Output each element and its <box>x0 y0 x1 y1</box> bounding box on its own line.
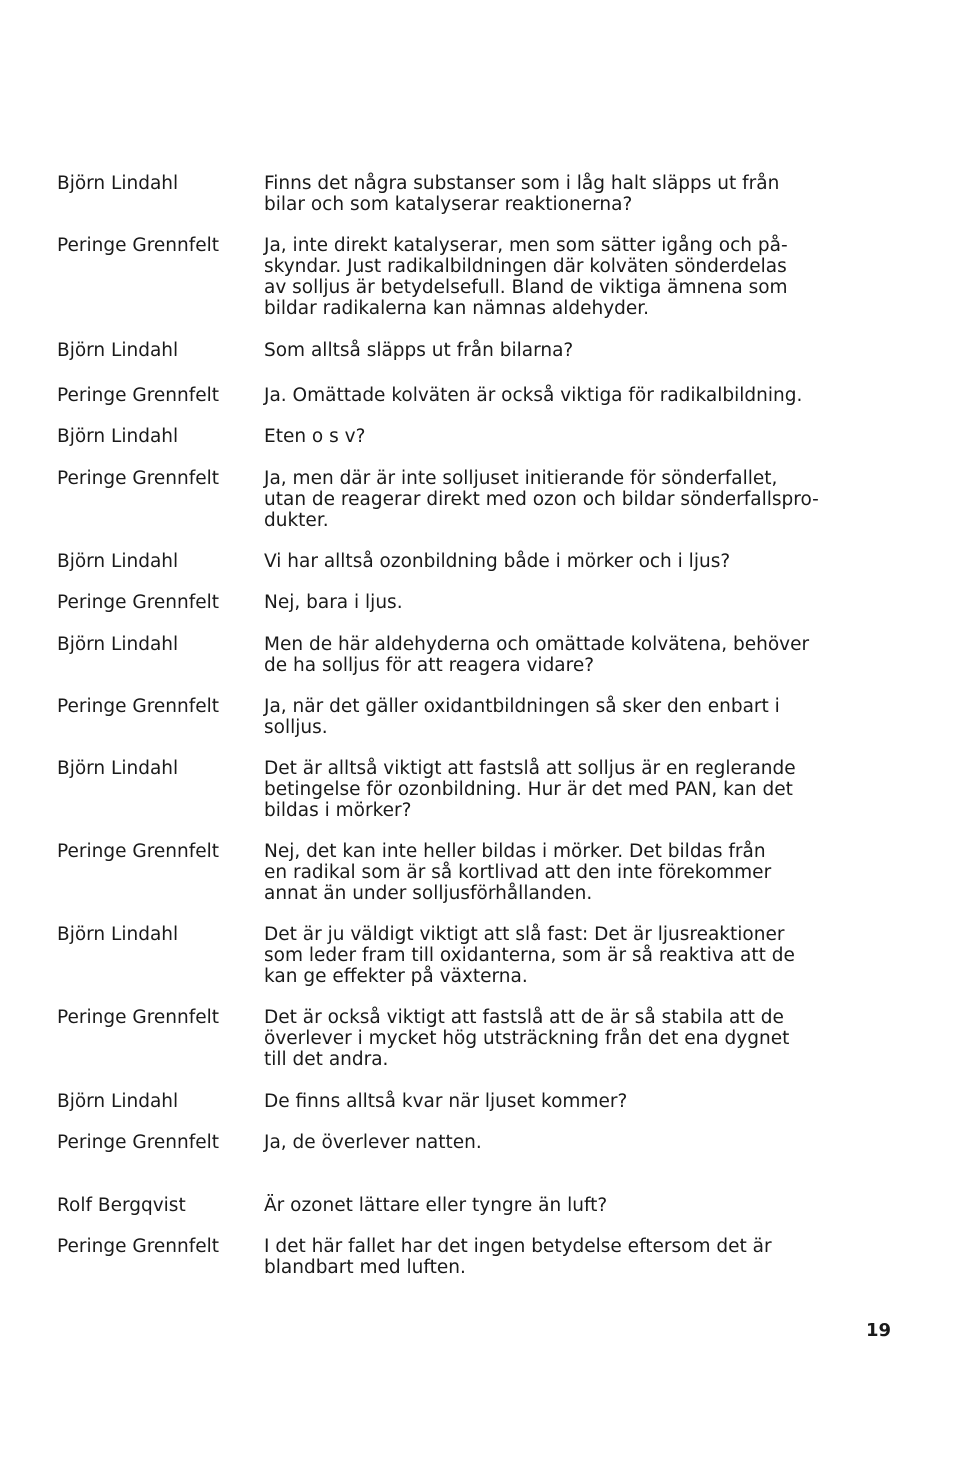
utterance-line: Det är också viktigt att fastslå att de är så stabila att de <box>264 1007 784 1028</box>
speaker-name: Peringe Grennfelt <box>57 235 220 256</box>
utterance-line: kan ge effekter på växterna. <box>264 966 528 987</box>
speaker-name: Peringe Grennfelt <box>57 468 220 489</box>
speaker-name: Peringe Grennfelt <box>57 1132 220 1153</box>
utterance <box>264 841 890 904</box>
utterance-line: till det andra. <box>264 1049 389 1070</box>
utterance <box>264 385 890 406</box>
utterance-line: de ha solljus för att reagera vidare? <box>264 655 595 676</box>
utterance-line: blandbart med luften. <box>264 1257 466 1278</box>
utterance-line: annat än under solljusförhållanden. <box>264 883 593 904</box>
utterance <box>264 235 890 319</box>
utterance-line: bilar och som katalyserar reaktionerna? <box>264 194 633 215</box>
speaker-name: Peringe Grennfelt <box>57 385 220 406</box>
speaker-name: Björn Lindahl <box>57 758 179 779</box>
utterance-line: utan de reagerar direkt med ozon och bildar sönderfallspro- <box>264 489 819 510</box>
utterance-line: Eten o s v? <box>264 426 366 447</box>
speaker-name: Peringe Grennfelt <box>57 592 220 613</box>
page-number: 19 <box>866 1320 892 1341</box>
utterance-line: skyndar. Just radikalbildningen där kolväten sönderdelas <box>264 256 787 277</box>
utterance-line: Ja, men där är inte solljuset initierande för sönderfallet, <box>264 468 778 489</box>
utterance-line: Vi har alltså ozonbildning både i mörker och i ljus? <box>264 551 731 572</box>
utterance <box>264 173 890 215</box>
utterance-line: Nej, det kan inte heller bildas i mörker. Det bildas från <box>264 841 766 862</box>
utterance-line: I det här fallet har det ingen betydelse eftersom det är <box>264 1236 772 1257</box>
utterance-line: Ja, när det gäller oxidantbildningen så sker den enbart i <box>264 696 780 717</box>
speaker-name: Björn Lindahl <box>57 1091 179 1112</box>
utterance-line: solljus. <box>264 717 328 738</box>
speaker-name: Björn Lindahl <box>57 551 179 572</box>
utterance-line: betingelse för ozonbildning. Hur är det med PAN, kan det <box>264 779 793 800</box>
speaker-name: Rolf Bergqvist <box>57 1195 186 1216</box>
utterance <box>264 1236 890 1278</box>
speaker-name: Björn Lindahl <box>57 924 179 945</box>
utterance <box>264 1132 890 1153</box>
utterance-line: Som alltså släpps ut från bilarna? <box>264 340 574 361</box>
speaker-name: Björn Lindahl <box>57 340 179 361</box>
utterance-line: av solljus är betydelsefull. Bland de viktiga ämnena som <box>264 277 788 298</box>
speaker-name: Björn Lindahl <box>57 426 179 447</box>
utterance-line: Det är alltså viktigt att fastslå att solljus är en reglerande <box>264 758 796 779</box>
utterance-line: Nej, bara i ljus. <box>264 592 403 613</box>
utterance-line: bildar radikalerna kan nämnas aldehyder. <box>264 298 650 319</box>
utterance-line: Finns det några substanser som i låg halt släpps ut från <box>264 173 780 194</box>
utterance-line: Men de här aldehyderna och omättade kolvätena, behöver <box>264 634 810 655</box>
utterance-line: Det är ju väldigt viktigt att slå fast: Det är ljusreaktioner <box>264 924 785 945</box>
utterance <box>264 592 890 613</box>
utterance <box>264 634 890 676</box>
utterance <box>264 696 890 738</box>
utterance-line: Ja, inte direkt katalyserar, men som sätter igång och på- <box>264 235 788 256</box>
utterance-line: Ja, de överlever natten. <box>264 1132 482 1153</box>
utterance-line: Ja. Omättade kolväten är också viktiga för radikalbildning. <box>264 385 803 406</box>
speaker-name: Björn Lindahl <box>57 634 179 655</box>
utterance <box>264 340 890 361</box>
utterance <box>264 1195 890 1216</box>
speaker-name: Björn Lindahl <box>57 173 179 194</box>
speaker-name: Peringe Grennfelt <box>57 1236 220 1257</box>
speaker-name: Peringe Grennfelt <box>57 841 220 862</box>
utterance <box>264 468 890 531</box>
utterance <box>264 758 890 821</box>
utterance-line: bildas i mörker? <box>264 800 412 821</box>
speaker-name: Peringe Grennfelt <box>57 1007 220 1028</box>
utterance-line: De finns alltså kvar när ljuset kommer? <box>264 1091 628 1112</box>
utterance-line: som leder fram till oxidanterna, som är så reaktiva att de <box>264 945 795 966</box>
utterance <box>264 1007 890 1070</box>
utterance-line: Är ozonet lättare eller tyngre än luft? <box>264 1195 608 1216</box>
utterance-line: överlever i mycket hög utsträckning från det ena dygnet <box>264 1028 790 1049</box>
utterance <box>264 426 890 447</box>
utterance <box>264 551 890 572</box>
speaker-name: Peringe Grennfelt <box>57 696 220 717</box>
utterance-line: en radikal som är så kortlivad att den inte förekommer <box>264 862 772 883</box>
utterance-line: dukter. <box>264 510 329 531</box>
utterance <box>264 924 890 987</box>
utterance <box>264 1091 890 1112</box>
